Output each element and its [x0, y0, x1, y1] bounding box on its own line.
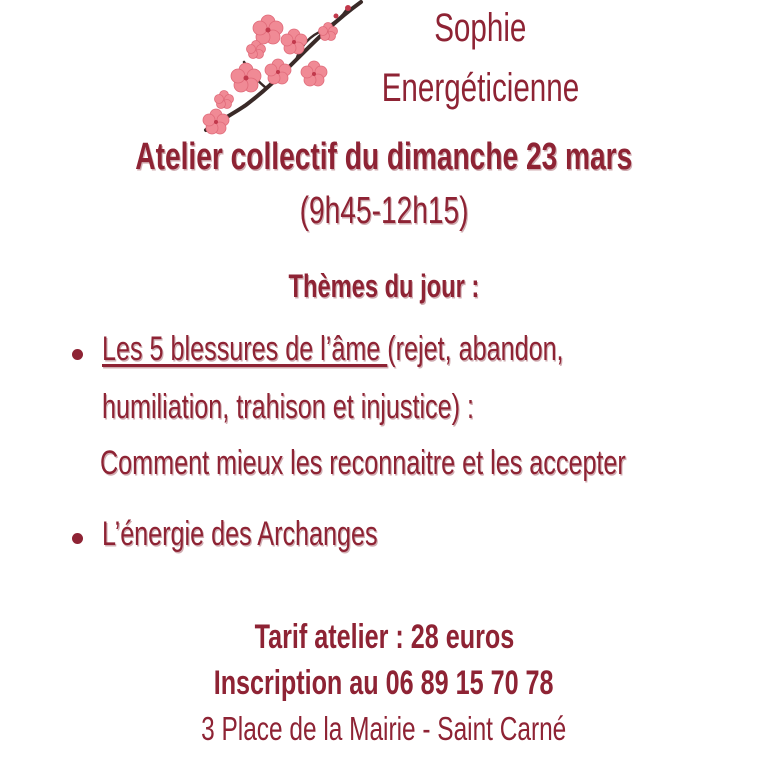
name-line-1: Sophie — [433, 6, 527, 50]
price-info — [0, 618, 768, 657]
registration-text: Inscription au 06 89 15 70 78 — [214, 664, 554, 702]
event-hours — [0, 190, 768, 233]
title-heading — [300, 66, 660, 111]
themes-heading — [0, 268, 768, 305]
address — [0, 710, 768, 748]
theme-item-2-text: L’énergie des Archanges — [102, 515, 378, 553]
theme-item-1-line-2-text: humiliation, trahison et injustice) : — [102, 388, 474, 426]
themes-heading-text: Thèmes du jour : — [288, 268, 480, 304]
theme-item-1-line-1 — [102, 330, 726, 369]
registration-phone — [0, 664, 768, 703]
event-title — [0, 136, 768, 179]
theme-item-1-line-2 — [102, 388, 605, 427]
price-text: Tarif atelier : 28 euros — [254, 618, 514, 656]
theme-item-1-rest: (rejet, abandon, — [387, 330, 564, 368]
event-hours-text: (9h45-12h15) — [299, 190, 469, 232]
event-title-text: Atelier collectif du dimanche 23 mars — [135, 136, 633, 178]
theme-item-2 — [102, 515, 474, 554]
name-heading — [300, 6, 660, 51]
name-line-2: Energéticienne — [381, 66, 579, 110]
address-text: 3 Place de la Mairie - Saint Carné — [201, 710, 567, 747]
bullet-icon — [72, 533, 83, 544]
theme-item-1-underlined: Les 5 blessures de l’âme — [102, 330, 388, 368]
theme-item-1-line-3-text: Comment mieux les reconnaitre et les accepter — [100, 444, 626, 482]
bullet-icon — [72, 349, 83, 360]
theme-item-1-line-3 — [100, 444, 768, 483]
